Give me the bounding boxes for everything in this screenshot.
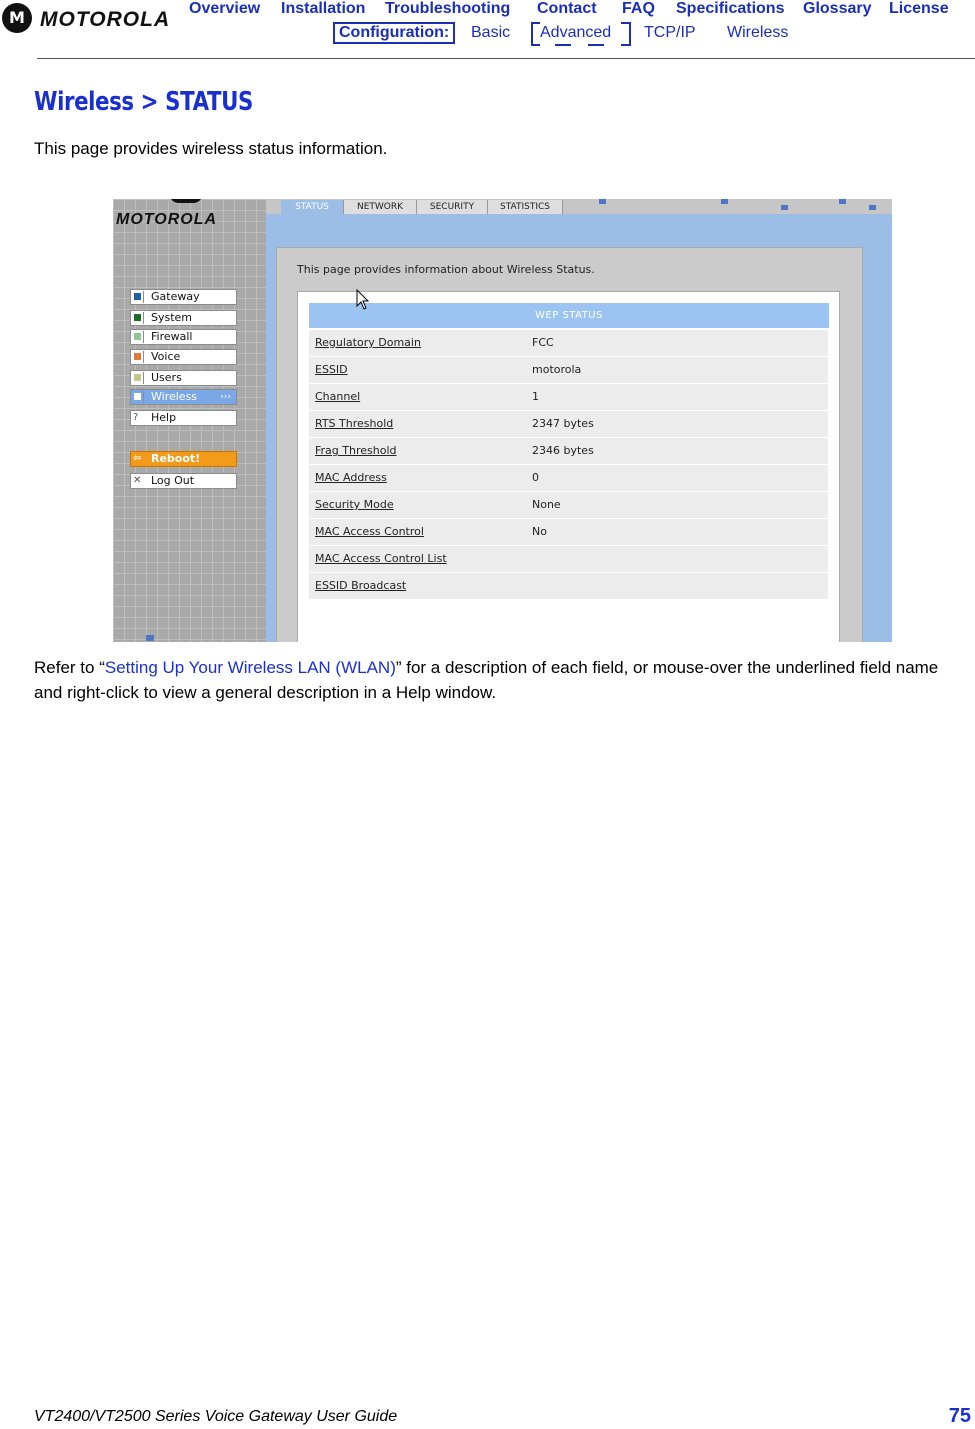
intro-text: This page provides wireless status information. [34,139,388,158]
field-regulatory-domain[interactable]: Regulatory Domain [309,330,530,356]
field-rts-threshold[interactable]: RTS Threshold [309,411,530,437]
decorative-square [599,199,606,204]
wireless-status-screenshot [113,199,892,642]
field-essid-broadcast[interactable]: ESSID Broadcast [309,573,530,599]
wlan-setup-link[interactable]: Setting Up Your Wireless LAN (WLAN) [104,658,396,677]
page-title: Wireless > STATUS [34,87,253,117]
table-row [309,519,829,545]
status-table [297,291,840,642]
nav-overview[interactable]: Overview [189,0,261,17]
field-essid[interactable]: ESSID [309,357,530,383]
screenshot-brand: MOTOROLA [116,211,218,228]
menu-gateway[interactable]: Gateway [130,289,237,305]
logout-button[interactable]: ✕ Log Out [130,473,237,489]
help-icon: ? [133,412,139,423]
tab-statistics[interactable]: STATISTICS [488,200,563,214]
field-value: 1 [526,384,828,410]
nav-tcpip[interactable]: TCP/IP [644,24,696,41]
tab-status[interactable]: STATUS [281,200,344,214]
nav-advanced[interactable]: Advanced [540,24,612,41]
screenshot-logo-mark [169,199,203,203]
table-row [309,384,829,410]
advanced-bracket [531,22,631,46]
nav-basic[interactable]: Basic [471,24,511,41]
nav-configuration[interactable]: Configuration: [339,24,450,41]
table-row [309,465,829,491]
field-mac-access-control-list[interactable]: MAC Access Control List [309,546,530,572]
reboot-icon: ⇦ [133,453,142,464]
table-row [309,357,829,383]
refer-paragraph: Refer to “Setting Up Your Wireless LAN (WLAN)” for a description of each field, or mouse-over the underlined field name and right-click to view a general description in a Help window. [34,658,939,702]
nav-license[interactable]: License [889,0,949,17]
field-value: motorola [526,357,828,383]
close-icon: ✕ [133,475,142,486]
nav-wireless[interactable]: Wireless [727,24,789,41]
nav-faq[interactable]: FAQ [622,0,655,17]
field-security-mode[interactable]: Security Mode [309,492,530,518]
menu-voice[interactable]: Voice [130,349,237,365]
guide-title: VT2400/VT2500 Series Voice Gateway User Guide [34,1408,398,1425]
table-row [309,573,829,599]
menu-firewall[interactable]: Firewall [130,329,237,345]
table-row [309,546,829,572]
decorative-square [781,205,788,210]
brand-wordmark: MOTOROLA [40,8,171,31]
menu-help[interactable]: ? Help [130,410,237,426]
nav-installation[interactable]: Installation [281,0,366,17]
field-channel[interactable]: Channel [309,384,530,410]
screenshot-tab-bar [266,199,892,214]
tab-network[interactable]: NETWORK [344,200,417,214]
field-value [526,573,828,599]
chevron-right-icon: ››› [220,392,231,402]
nav-troubleshooting[interactable]: Troubleshooting [385,0,511,17]
table-row [309,438,829,464]
table-row [309,330,829,356]
header-divider [37,58,975,59]
menu-wireless[interactable]: Wireless ››› [130,389,237,405]
field-value: 0 [526,465,828,491]
field-value: FCC [526,330,828,356]
field-value [526,546,828,572]
decorative-square [146,635,154,641]
decorative-square [839,199,846,204]
menu-system[interactable]: System [130,310,237,326]
decorative-square [869,205,876,210]
table-row [309,411,829,437]
reboot-button[interactable]: ⇦ Reboot! [130,451,237,467]
page-number: 75 [948,1405,971,1427]
table-row [309,492,829,518]
decorative-square [721,199,728,204]
tab-security[interactable]: SECURITY [417,200,488,214]
field-value: 2347 bytes [526,411,828,437]
field-frag-threshold[interactable]: Frag Threshold [309,438,530,464]
motorola-logo-icon: M [2,3,32,33]
nav-contact[interactable]: Contact [537,0,597,17]
field-value: 2346 bytes [526,438,828,464]
field-value: None [526,492,828,518]
nav-specifications[interactable]: Specifications [676,0,785,17]
nav-glossary[interactable]: Glossary [803,0,872,17]
table-title: WEP STATUS [309,303,829,328]
panel-intro-text: This page provides information about Wireless Status. [297,263,595,276]
screenshot-sidebar [113,199,266,642]
field-mac-address[interactable]: MAC Address [309,465,530,491]
field-value: No [526,519,828,545]
mouse-cursor-icon [356,289,370,311]
menu-users[interactable]: Users [130,370,237,386]
field-mac-access-control[interactable]: MAC Access Control [309,519,530,545]
